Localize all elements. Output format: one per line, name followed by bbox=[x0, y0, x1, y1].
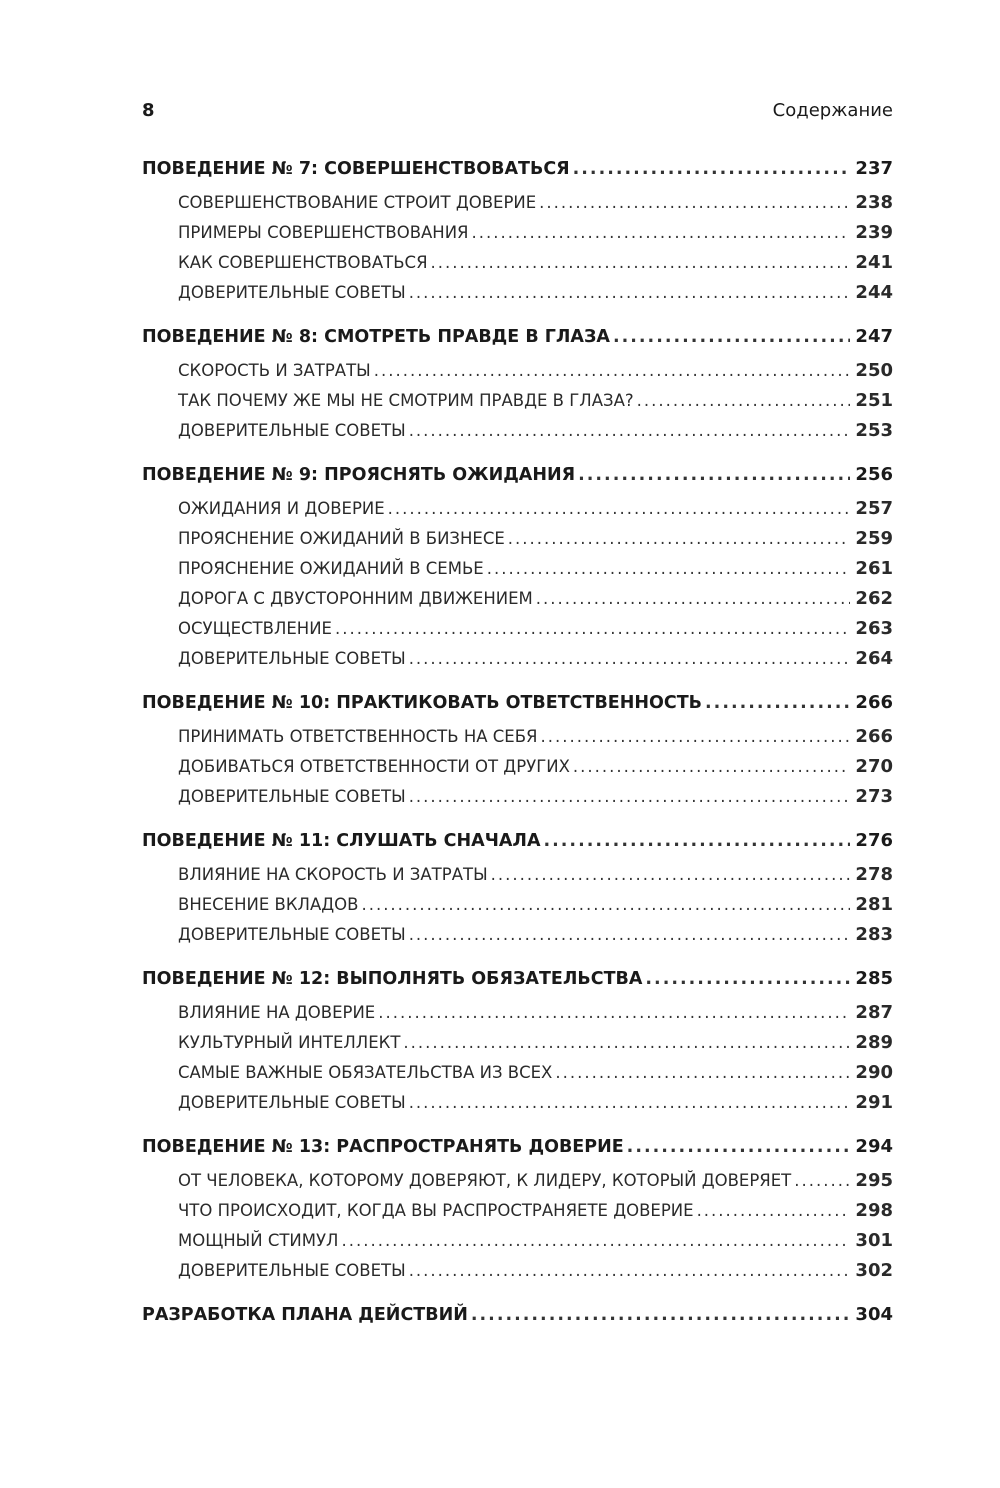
toc-item[interactable] bbox=[142, 420, 893, 450]
toc-page-number: 237 bbox=[855, 158, 893, 179]
toc-page-number: 253 bbox=[855, 420, 893, 441]
toc-section bbox=[142, 830, 893, 954]
toc-item-title: ДОВЕРИТЕЛЬНЫЕ СОВЕТЫ bbox=[178, 421, 406, 440]
toc-item-title: ДОВЕРИТЕЛЬНЫЕ СОВЕТЫ bbox=[178, 649, 406, 668]
toc-page-number: 262 bbox=[855, 588, 893, 609]
dot-leader bbox=[388, 499, 850, 518]
dot-leader bbox=[409, 421, 850, 440]
toc-page-number: 244 bbox=[855, 282, 893, 303]
dot-leader bbox=[335, 619, 850, 638]
toc-page-number: 278 bbox=[855, 864, 893, 885]
toc-page-number: 261 bbox=[855, 558, 893, 579]
toc-item[interactable] bbox=[142, 282, 893, 312]
toc-item[interactable] bbox=[142, 558, 893, 588]
toc-item[interactable] bbox=[142, 924, 893, 954]
toc-item[interactable] bbox=[142, 618, 893, 648]
toc-page-number: 241 bbox=[855, 252, 893, 273]
toc-item[interactable] bbox=[142, 588, 893, 618]
toc-item-title: ПРОЯСНЕНИЕ ОЖИДАНИЙ В БИЗНЕСЕ bbox=[178, 529, 505, 548]
dot-leader bbox=[613, 327, 850, 347]
toc-item[interactable] bbox=[142, 1170, 893, 1200]
toc-item[interactable] bbox=[142, 360, 893, 390]
toc-heading-title: ПОВЕДЕНИЕ № 8: СМОТРЕТЬ ПРАВДЕ В ГЛАЗА bbox=[142, 327, 610, 347]
dot-leader bbox=[409, 1261, 850, 1280]
toc-heading-title: ПОВЕДЕНИЕ № 11: СЛУШАТЬ СНАЧАЛА bbox=[142, 831, 541, 851]
toc-item-title: МОЩНЫЙ СТИМУЛ bbox=[178, 1231, 339, 1250]
toc-item-title: СОВЕРШЕНСТВОВАНИЕ СТРОИТ ДОВЕРИЕ bbox=[178, 193, 537, 212]
toc-item-title: ВЛИЯНИЕ НА СКОРОСТЬ И ЗАТРАТЫ bbox=[178, 865, 488, 884]
dot-leader bbox=[374, 361, 850, 380]
toc-heading-title: РАЗРАБОТКА ПЛАНА ДЕЙСТВИЙ bbox=[142, 1305, 468, 1325]
dot-leader bbox=[573, 159, 850, 179]
toc-item-title: ОСУЩЕСТВЛЕНИЕ bbox=[178, 619, 332, 638]
toc-heading[interactable] bbox=[142, 464, 893, 498]
toc-heading[interactable] bbox=[142, 1304, 893, 1338]
toc-item[interactable] bbox=[142, 390, 893, 420]
toc-page-number: 295 bbox=[855, 1170, 893, 1191]
toc-heading[interactable] bbox=[142, 692, 893, 726]
dot-leader bbox=[543, 831, 850, 851]
dot-leader bbox=[508, 529, 850, 548]
toc-item-title: ПРИМЕРЫ СОВЕРШЕНСТВОВАНИЯ bbox=[178, 223, 469, 242]
toc-page-number: 301 bbox=[855, 1230, 893, 1251]
toc-item-title: ВЛИЯНИЕ НА ДОВЕРИЕ bbox=[178, 1003, 376, 1022]
dot-leader bbox=[431, 253, 850, 272]
toc-section bbox=[142, 464, 893, 678]
toc-page-number: 250 bbox=[855, 360, 893, 381]
toc-page-number: 281 bbox=[855, 894, 893, 915]
toc-item-title: ДОВЕРИТЕЛЬНЫЕ СОВЕТЫ bbox=[178, 1261, 406, 1280]
page-number: 8 bbox=[142, 100, 155, 121]
toc-item[interactable] bbox=[142, 864, 893, 894]
toc-item[interactable] bbox=[142, 1092, 893, 1122]
toc-item-title: ЧТО ПРОИСХОДИТ, КОГДА ВЫ РАСПРОСТРАНЯЕТЕ ДОВЕРИЕ bbox=[178, 1201, 694, 1220]
dot-leader bbox=[573, 757, 850, 776]
toc-heading-title: ПОВЕДЕНИЕ № 9: ПРОЯСНЯТЬ ОЖИДАНИЯ bbox=[142, 465, 576, 485]
dot-leader bbox=[409, 925, 850, 944]
dot-leader bbox=[341, 1231, 850, 1250]
dot-leader bbox=[409, 787, 850, 806]
toc-page-number: 263 bbox=[855, 618, 893, 639]
toc-item-title: ВНЕСЕНИЕ ВКЛАДОВ bbox=[178, 895, 359, 914]
toc-item[interactable] bbox=[142, 528, 893, 558]
running-head: Содержание bbox=[772, 100, 893, 121]
toc-item-title: ДОРОГА С ДВУСТОРОННИМ ДВИЖЕНИЕМ bbox=[178, 589, 533, 608]
toc-item[interactable] bbox=[142, 1062, 893, 1092]
toc-page-number: 287 bbox=[855, 1002, 893, 1023]
dot-leader bbox=[409, 1093, 850, 1112]
dot-leader bbox=[471, 1305, 850, 1325]
toc-heading[interactable] bbox=[142, 1136, 893, 1170]
toc-heading[interactable] bbox=[142, 968, 893, 1002]
toc-item[interactable] bbox=[142, 192, 893, 222]
toc-item-title: ПРОЯСНЕНИЕ ОЖИДАНИЙ В СЕМЬЕ bbox=[178, 559, 484, 578]
toc-page-number: 289 bbox=[855, 1032, 893, 1053]
toc-page-number: 266 bbox=[855, 692, 893, 713]
toc-heading[interactable] bbox=[142, 158, 893, 192]
toc-page-number: 247 bbox=[855, 326, 893, 347]
toc-page-number: 285 bbox=[855, 968, 893, 989]
toc-item-title: СКОРОСТЬ И ЗАТРАТЫ bbox=[178, 361, 371, 380]
toc-page-number: 264 bbox=[855, 648, 893, 669]
dot-leader bbox=[627, 1137, 850, 1157]
dot-leader bbox=[409, 283, 850, 302]
page-header bbox=[142, 100, 893, 126]
toc-heading-title: ПОВЕДЕНИЕ № 13: РАСПРОСТРАНЯТЬ ДОВЕРИЕ bbox=[142, 1137, 624, 1157]
toc-item-title: САМЫЕ ВАЖНЫЕ ОБЯЗАТЕЛЬСТВА ИЗ ВСЕХ bbox=[178, 1063, 553, 1082]
dot-leader bbox=[539, 193, 850, 212]
toc-item[interactable] bbox=[142, 1260, 893, 1290]
dot-leader bbox=[555, 1063, 850, 1082]
toc-page-number: 302 bbox=[855, 1260, 893, 1281]
toc-page-number: 259 bbox=[855, 528, 893, 549]
toc-section bbox=[142, 968, 893, 1122]
toc-heading-title: ПОВЕДЕНИЕ № 7: СОВЕРШЕНСТВОВАТЬСЯ bbox=[142, 159, 570, 179]
dot-leader bbox=[637, 391, 850, 410]
dot-leader bbox=[472, 223, 850, 242]
toc-item-title: ДОБИВАТЬСЯ ОТВЕТСТВЕННОСТИ ОТ ДРУГИХ bbox=[178, 757, 570, 776]
toc-item[interactable] bbox=[142, 1200, 893, 1230]
toc-section bbox=[142, 326, 893, 450]
toc-page-number: 283 bbox=[855, 924, 893, 945]
dot-leader bbox=[536, 589, 850, 608]
dot-leader bbox=[409, 649, 850, 668]
dot-leader bbox=[541, 727, 851, 746]
toc-item[interactable] bbox=[142, 726, 893, 756]
toc-item[interactable] bbox=[142, 786, 893, 816]
toc-page-number: 290 bbox=[855, 1062, 893, 1083]
toc-page-number: 304 bbox=[855, 1304, 893, 1325]
toc-page-number: 266 bbox=[855, 726, 893, 747]
toc-item[interactable] bbox=[142, 498, 893, 528]
toc-section bbox=[142, 1304, 893, 1338]
table-of-contents bbox=[142, 158, 893, 1352]
toc-heading[interactable] bbox=[142, 326, 893, 360]
toc-item[interactable] bbox=[142, 222, 893, 252]
toc-page-number: 294 bbox=[855, 1136, 893, 1157]
toc-page-number: 276 bbox=[855, 830, 893, 851]
toc-page-number: 298 bbox=[855, 1200, 893, 1221]
dot-leader bbox=[403, 1033, 850, 1052]
dot-leader bbox=[361, 895, 850, 914]
toc-item-title: ДОВЕРИТЕЛЬНЫЕ СОВЕТЫ bbox=[178, 925, 406, 944]
dot-leader bbox=[578, 465, 850, 485]
toc-item-title: ОЖИДАНИЯ И ДОВЕРИЕ bbox=[178, 499, 385, 518]
toc-item[interactable] bbox=[142, 1230, 893, 1260]
toc-item-title: ДОВЕРИТЕЛЬНЫЕ СОВЕТЫ bbox=[178, 1093, 406, 1112]
toc-item-title: ДОВЕРИТЕЛЬНЫЕ СОВЕТЫ bbox=[178, 787, 406, 806]
toc-item-title: КУЛЬТУРНЫЙ ИНТЕЛЛЕКТ bbox=[178, 1033, 401, 1052]
toc-page-number: 273 bbox=[855, 786, 893, 807]
toc-item[interactable] bbox=[142, 894, 893, 924]
dot-leader bbox=[487, 559, 850, 578]
toc-page-number: 291 bbox=[855, 1092, 893, 1113]
toc-page-number: 251 bbox=[855, 390, 893, 411]
dot-leader bbox=[645, 969, 850, 989]
toc-heading-title: ПОВЕДЕНИЕ № 12: ВЫПОЛНЯТЬ ОБЯЗАТЕЛЬСТВА bbox=[142, 969, 643, 989]
toc-item-title: ОТ ЧЕЛОВЕКА, КОТОРОМУ ДОВЕРЯЮТ, К ЛИДЕРУ, КОТОРЫЙ ДОВЕРЯЕТ bbox=[178, 1171, 792, 1190]
toc-item[interactable] bbox=[142, 252, 893, 282]
toc-item[interactable] bbox=[142, 1032, 893, 1062]
dot-leader bbox=[491, 865, 850, 884]
toc-heading[interactable] bbox=[142, 830, 893, 864]
toc-page-number: 256 bbox=[855, 464, 893, 485]
dot-leader bbox=[794, 1171, 850, 1190]
toc-section bbox=[142, 158, 893, 312]
toc-item-title: ТАК ПОЧЕМУ ЖЕ МЫ НЕ СМОТРИМ ПРАВДЕ В ГЛАЗА? bbox=[178, 391, 634, 410]
dot-leader bbox=[705, 693, 850, 713]
toc-item[interactable] bbox=[142, 756, 893, 786]
toc-section bbox=[142, 1136, 893, 1290]
toc-page-number: 239 bbox=[855, 222, 893, 243]
dot-leader bbox=[378, 1003, 850, 1022]
toc-page-number: 270 bbox=[855, 756, 893, 777]
dot-leader bbox=[697, 1201, 850, 1220]
toc-page-number: 238 bbox=[855, 192, 893, 213]
toc-section bbox=[142, 692, 893, 816]
toc-heading-title: ПОВЕДЕНИЕ № 10: ПРАКТИКОВАТЬ ОТВЕТСТВЕННОСТЬ bbox=[142, 693, 703, 713]
toc-item-title: ПРИНИМАТЬ ОТВЕТСТВЕННОСТЬ НА СЕБЯ bbox=[178, 727, 538, 746]
toc-item-title: ДОВЕРИТЕЛЬНЫЕ СОВЕТЫ bbox=[178, 283, 406, 302]
toc-item-title: КАК СОВЕРШЕНСТВОВАТЬСЯ bbox=[178, 253, 428, 272]
toc-item[interactable] bbox=[142, 1002, 893, 1032]
toc-page-number: 257 bbox=[855, 498, 893, 519]
toc-item[interactable] bbox=[142, 648, 893, 678]
